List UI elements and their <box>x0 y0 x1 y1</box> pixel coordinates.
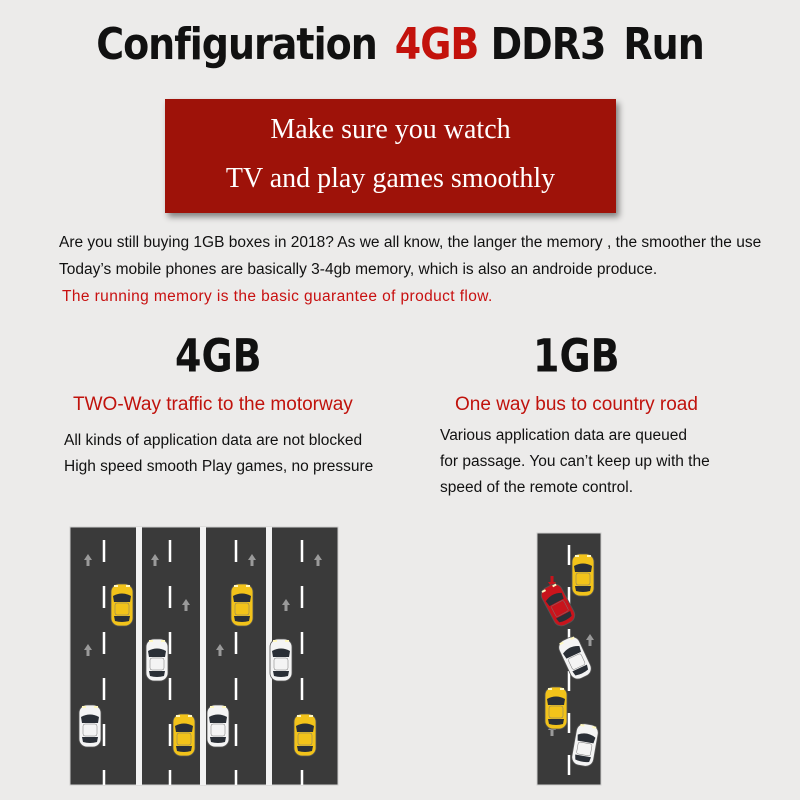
white-car-icon <box>79 705 101 747</box>
left-subtitle: TWO-Way traffic to the motorway <box>73 394 353 415</box>
intro-line-1: Are you still buying 1GB boxes in 2018? As we all know, the langer the memory , the smoother the use <box>59 234 762 251</box>
white-car-icon <box>270 639 292 681</box>
title-part1: Configuration <box>96 18 377 70</box>
yellow-taxi-icon <box>545 687 567 729</box>
right-heading: 1GB <box>533 329 620 383</box>
yellow-taxi-icon <box>572 554 594 596</box>
title-part2: DDR3 <box>490 18 606 70</box>
intro-line-2: Today’s mobile phones are basically 3-4gb memory, which is also an androide produce. <box>59 261 658 278</box>
right-desc-line-2: for passage. You can’t keep up with the <box>440 453 710 470</box>
white-car-icon <box>146 639 168 681</box>
left-desc-line-2: High speed smooth Play games, no pressure <box>64 458 374 475</box>
right-subtitle: One way bus to country road <box>455 394 698 415</box>
right-desc-line-3: speed of the remote control. <box>440 479 634 496</box>
left-desc-line-1: All kinds of application data are not blocked <box>64 432 363 449</box>
motorway-illustration <box>70 527 338 785</box>
yellow-taxi-icon <box>173 714 195 756</box>
intro-line-3: The running memory is the basic guarantee of product flow. <box>62 288 493 305</box>
title-highlight: 4GB <box>394 18 479 70</box>
yellow-taxi-icon <box>111 584 133 626</box>
banner-line-1: Make sure you watch <box>270 114 511 145</box>
title-part3: Run <box>623 18 704 70</box>
left-heading: 4GB <box>175 329 262 383</box>
yellow-taxi-icon <box>231 584 253 626</box>
yellow-taxi-icon <box>294 714 316 756</box>
right-desc-line-1: Various application data are queued <box>440 427 688 444</box>
white-car-icon <box>207 705 229 747</box>
country-road-illustration <box>537 533 601 785</box>
banner-line-2: TV and play games smoothly <box>225 163 556 194</box>
